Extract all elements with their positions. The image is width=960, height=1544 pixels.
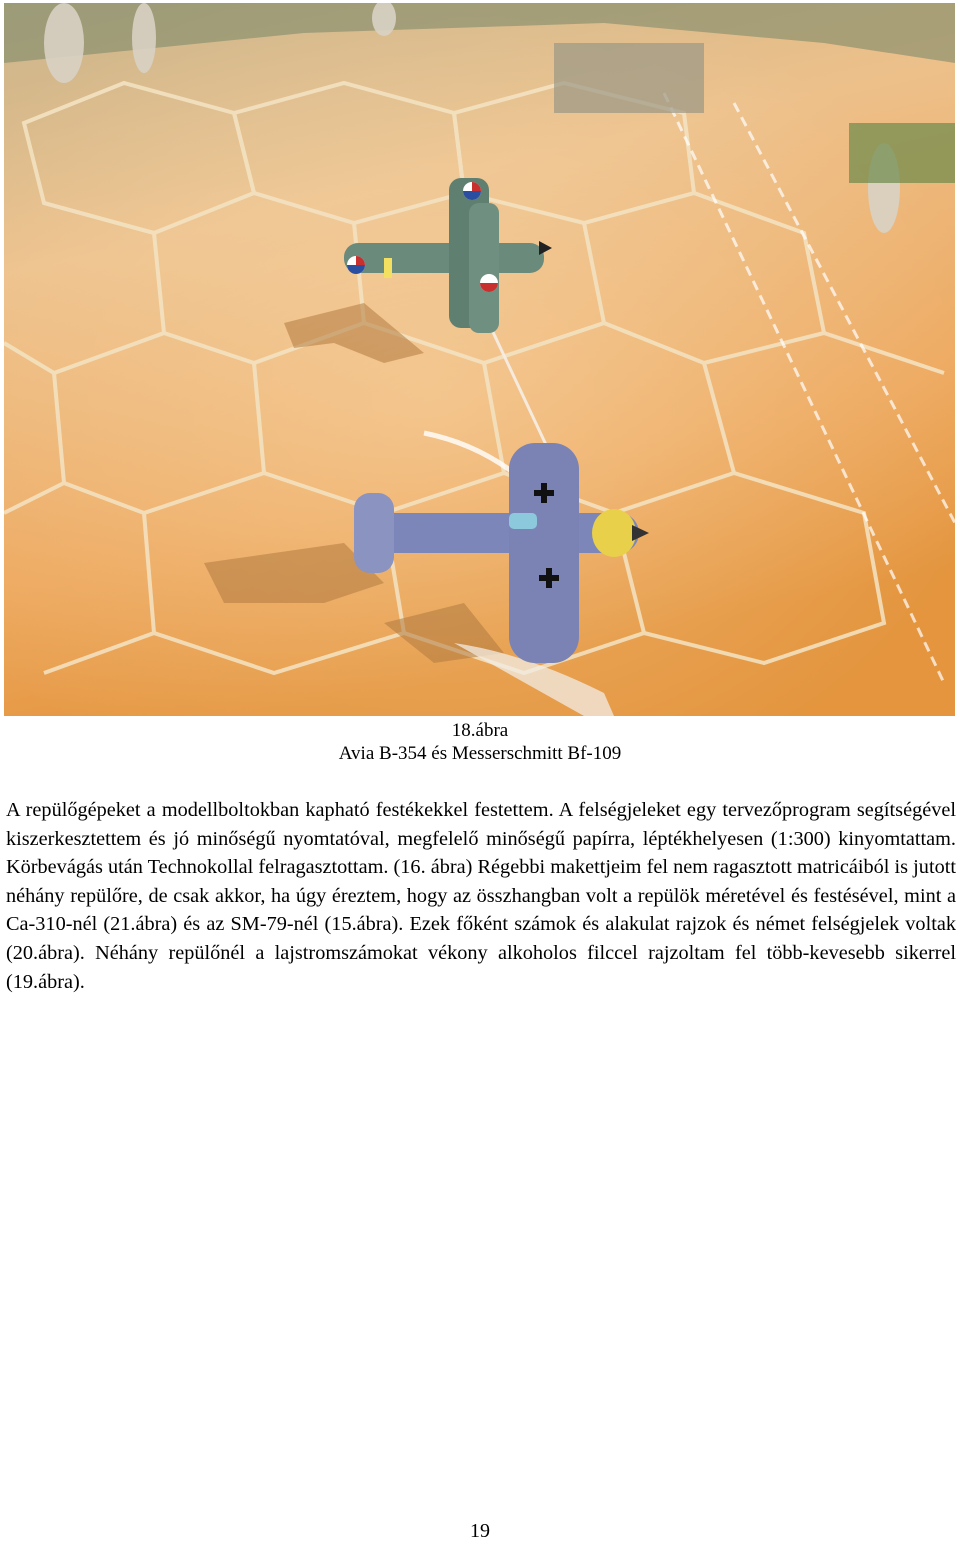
page-number: 19: [470, 1520, 490, 1542]
figure-caption: Avia B-354 és Messerschmitt Bf-109: [338, 743, 622, 764]
body-paragraph: A repülőgépeket a modellboltokban kapható festékekkel festettem. A felségjeleket egy tervezőprogram segítségével kiszerkesztettem és jó minőségű nyomtatóval, megfelelő minőségű papírra, léptékhelyesen (1:300) kinyomtattam. Körbevágás után Technokollal felragasztottam. (16. ábra) Régebbi makettjeim fel nem ragasztott matricáiból is jutott néhány repülőre, de csak akkor, ha úgy éreztem, hogy az összhangban volt a repülök méretével és festésével, mint a Ca-310-nél (21.ábra) és az SM-79-nél (15.ábra). Ezek főként számok és alakulat rajzok és német felségjelek voltak (20.ábra). Néhány repülőnél a lajstromszámokat vékony alkoholos filccel rajzoltam fel több-kevesebb sikerrel (19.ábra).: [6, 799, 956, 993]
figure-number: 18.ábra: [451, 720, 509, 741]
figure-photo: [4, 3, 955, 716]
